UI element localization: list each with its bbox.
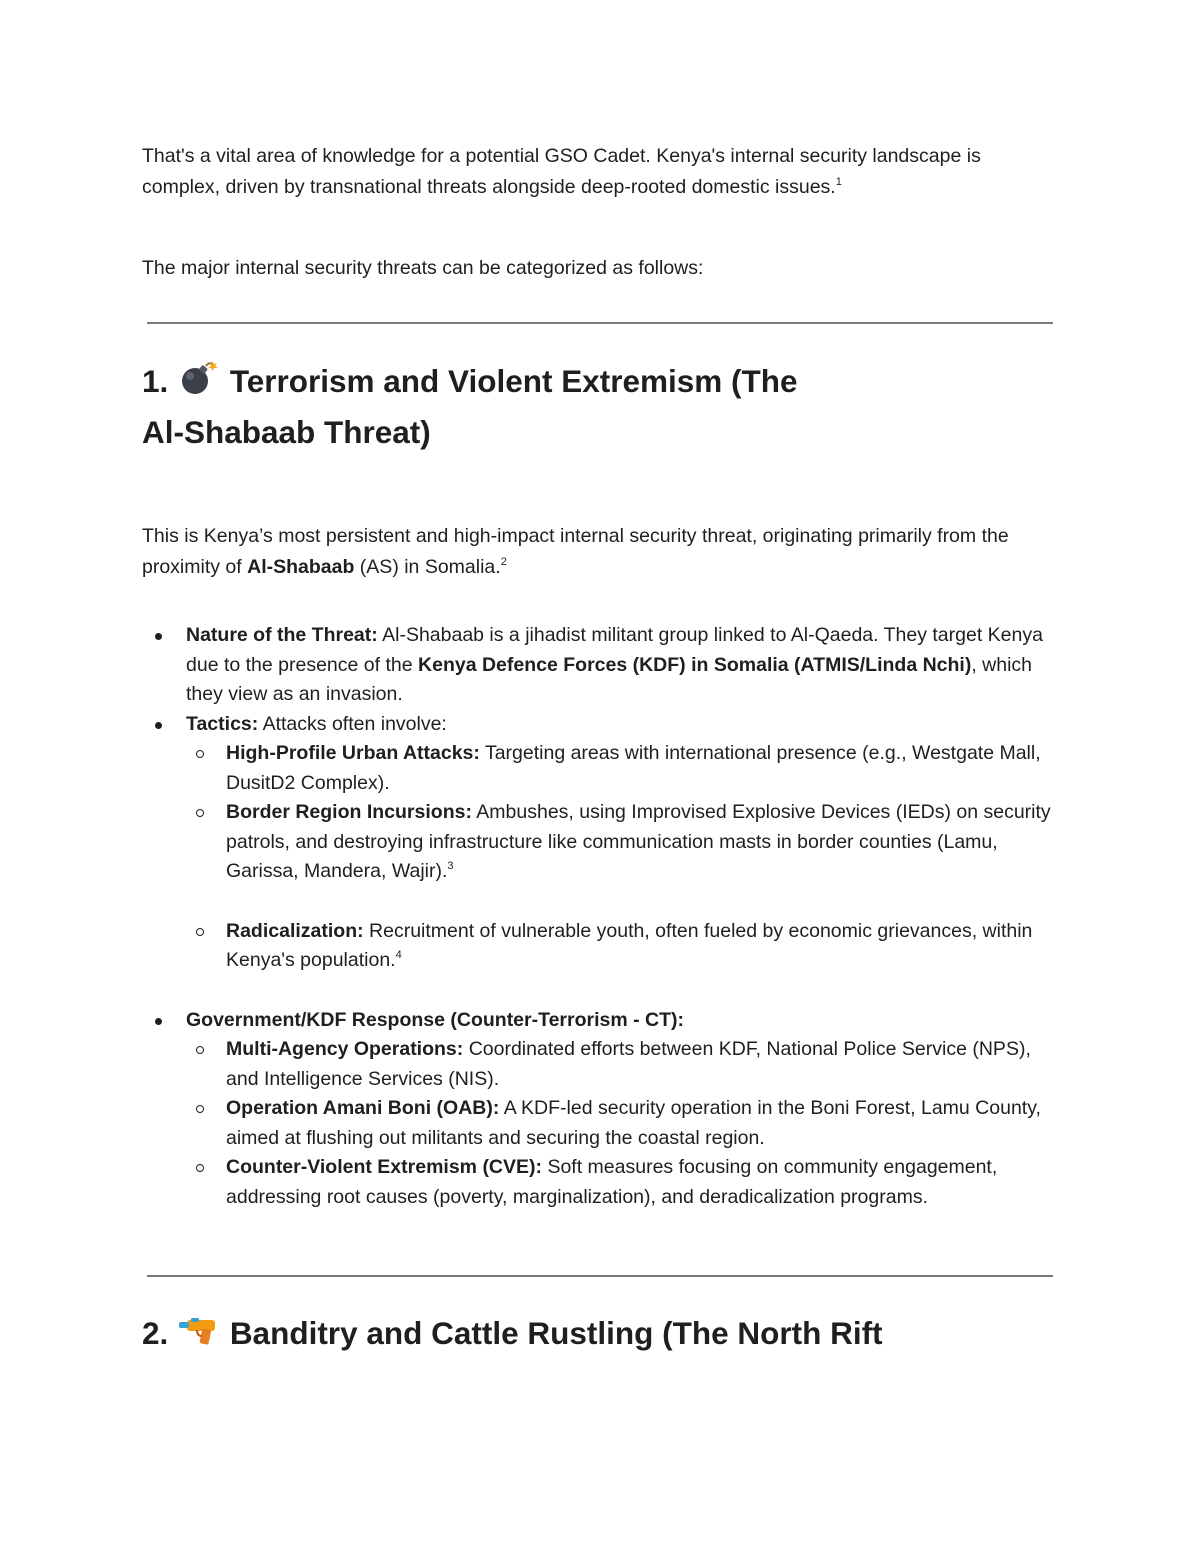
footnote-ref[interactable]: 1 <box>835 176 842 188</box>
text-run: Ambushes, using Improvised Explosive Devices (IEDs) on security patrols, and destroying infrastructure like communication masts in border counties (Lamu, Garissa, Mandera, Wajir). <box>226 801 1051 882</box>
section-number: 1. <box>142 363 169 399</box>
tactics-sublist <box>186 739 1062 1006</box>
text-run: Targeting areas with international presence (e.g., Westgate Mall, DusitD2 Complex). <box>226 742 1041 794</box>
text-run: A KDF-led security operation in the Boni Forest, Lamu County, aimed at flushing out militants and securing the coastal region. <box>226 1097 1041 1149</box>
intro-text: That's a vital area of knowledge for a potential GSO Cadet. Kenya's internal security landscape is complex, driven by transnational threats alongside deep-rooted domestic issues. <box>142 145 981 198</box>
horizontal-divider <box>147 322 1053 324</box>
text-run: (AS) in Somalia. <box>354 556 501 578</box>
section-number: 2. <box>142 1315 169 1351</box>
text-run: Soft measures focusing on community engagement, addressing root causes (poverty, marginalization), and deradicalization programs. <box>226 1156 998 1208</box>
item-label: Border Region Incursions: <box>226 801 472 823</box>
item-label: Multi-Agency Operations: <box>226 1038 464 1060</box>
text-run: , which they view as an invasion. <box>186 653 1033 705</box>
list-item-tactics <box>142 710 1062 1006</box>
horizontal-divider <box>147 1275 1053 1277</box>
bomb-icon <box>175 365 219 395</box>
section-2-heading <box>142 1308 1062 1359</box>
list-item <box>186 917 1062 1006</box>
list-item <box>186 739 1062 798</box>
text-run: Coordinated efforts between KDF, National Police Service (NPS), and Intelligence Services (NIS). <box>226 1038 1031 1090</box>
text-run: This is Kenya’s most persistent and high-impact internal security threat, originating primarily from the proximity of <box>142 525 1009 578</box>
text-run: Attacks often involve: <box>258 712 447 735</box>
water-pistol-icon <box>175 1317 219 1347</box>
item-label: Counter-Violent Extremism (CVE): <box>226 1156 543 1178</box>
list-item <box>186 1153 1062 1212</box>
footnote-ref[interactable]: 4 <box>395 949 402 961</box>
list-item <box>186 798 1062 917</box>
bold-term: Al-Shabaab <box>247 556 355 578</box>
bold-term: Kenya Defence Forces (KDF) in Somalia (ATMIS/Linda Nchi) <box>418 653 972 676</box>
item-label: Nature of the Threat: <box>186 624 378 646</box>
item-label: High-Profile Urban Attacks: <box>226 742 480 764</box>
text-run: Recruitment of vulnerable youth, often fueled by economic grievances, within Kenya's population. <box>226 919 1033 971</box>
list-item <box>186 1094 1062 1153</box>
footnote-ref[interactable]: 3 <box>447 860 454 872</box>
intro-paragraph <box>142 141 1062 203</box>
item-label: Tactics: <box>186 712 259 735</box>
heading-line: Terrorism and Violent Extremism (The <box>229 363 798 399</box>
section-1-heading <box>142 356 1062 458</box>
heading-line: Al-Shabaab Threat) <box>142 414 431 450</box>
lead-paragraph: The major internal security threats can be categorized as follows: <box>142 257 704 279</box>
list-item-nature <box>142 621 1062 710</box>
response-sublist <box>186 1035 1062 1212</box>
item-label: Government/KDF Response (Counter-Terrorism - CT): <box>186 1008 685 1031</box>
item-label: Operation Amani Boni (OAB): <box>226 1097 500 1119</box>
section-1-intro <box>142 521 1062 583</box>
heading-line: Banditry and Cattle Rustling (The North Rift <box>229 1315 883 1351</box>
list-item <box>186 1035 1062 1094</box>
text-run: Al-Shabaab is a jihadist militant group linked to Al-Qaeda. They target Kenya due to the presence of the <box>186 624 1043 676</box>
list-item-response <box>142 1006 1062 1213</box>
section-1-list <box>142 621 1062 1212</box>
item-label: Radicalization: <box>226 919 364 942</box>
footnote-ref[interactable]: 2 <box>500 556 507 568</box>
